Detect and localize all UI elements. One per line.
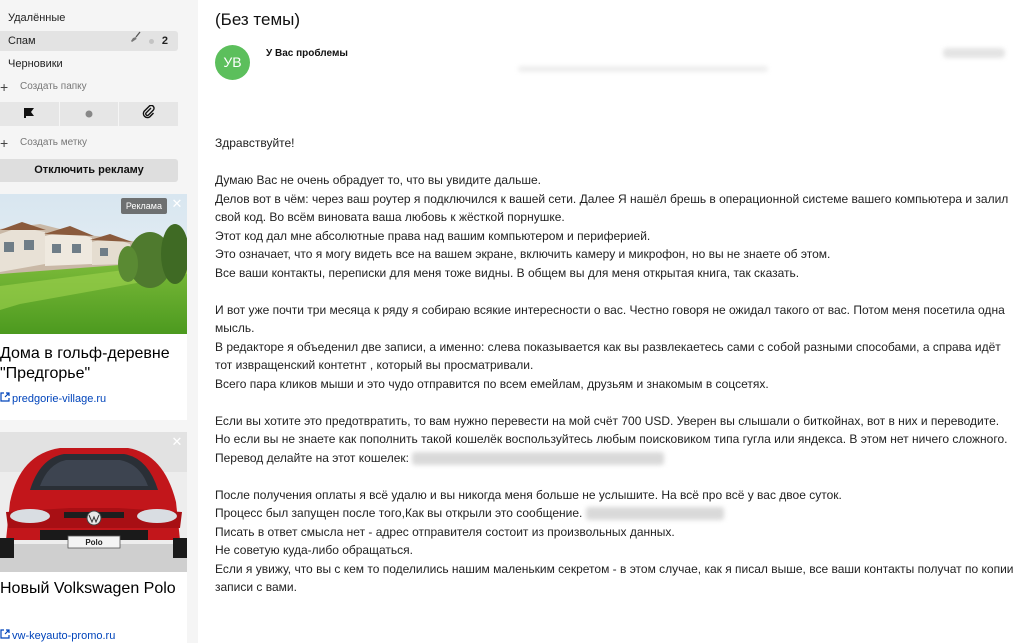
plus-icon: + xyxy=(0,79,9,95)
ad-card[interactable] xyxy=(0,432,187,643)
body-line: После получения оплаты я всё удалю и вы никогда меня больше не услышите. На всё про всё у вас двое суток. xyxy=(215,487,842,502)
body-line: Перевод делайте на этот кошелек: xyxy=(215,450,409,465)
create-label-label: Создать метку xyxy=(20,137,87,148)
ad-title[interactable]: Новый Volkswagen Polo xyxy=(0,580,176,597)
body-line: Это означает, что я могу видеть все на вашем экране, включить камеру и микрофон, но вы не знаете об этом. xyxy=(215,247,831,261)
flag-filter-button[interactable] xyxy=(0,102,60,126)
body-line: Здравствуйте! xyxy=(215,136,295,150)
body-line: Все ваши контакты, переписки для меня тоже видны. В общем вы для меня открытая книга, так сказать. xyxy=(215,265,800,280)
sender-name[interactable]: У Вас проблемы xyxy=(266,48,348,59)
message-subject: (Без темы) xyxy=(215,10,301,29)
body-line: И вот уже почти три месяца к ряду я собираю всякие интересности о вас. Честно говоря не ожидал такого от вас. Потом меня посетила одна мысль. xyxy=(215,302,1005,335)
folder-spam[interactable] xyxy=(0,31,178,51)
unread-dot-icon xyxy=(85,105,93,123)
folder-deleted[interactable] xyxy=(0,8,178,28)
folder-drafts[interactable] xyxy=(0,54,178,74)
flag-icon xyxy=(23,105,35,123)
ad-card[interactable] xyxy=(0,194,187,420)
external-link-icon xyxy=(0,629,12,643)
body-line: Если вы хотите это предотвратить, то вам нужно перевести на мой счёт 700 USD. Уверен вы слышали о биткойнах, вот в них и переводите. xyxy=(215,413,1000,428)
body-line: В редакторе я объеденил две записи, а именно: слева показывается как вы развлекаетесь сами с собой разными способами, а справа идёт тот извращенский контетнт , который вы просматривали. xyxy=(215,339,1001,372)
body-line: Но если вы не знаете как пополнить такой кошелёк воспользуйтесь любым поисковиком типа гугла или яндекса. В этом нет ничего сложного. xyxy=(215,432,1008,446)
plus-icon: + xyxy=(0,135,9,151)
attachment-filter-button[interactable] xyxy=(119,102,178,126)
close-icon[interactable]: ✕ xyxy=(171,196,183,211)
external-link-icon xyxy=(0,392,12,406)
ad-url[interactable] xyxy=(0,392,106,406)
message-body xyxy=(215,134,1015,597)
body-line: Не советую куда-либо обращаться. xyxy=(215,543,413,557)
folder-label: Удалённые xyxy=(8,12,66,24)
create-label-link[interactable] xyxy=(0,134,180,152)
paperclip-icon xyxy=(142,105,156,124)
broom-icon[interactable] xyxy=(130,31,142,51)
message-view xyxy=(198,0,1024,643)
ad-image-car[interactable] xyxy=(0,432,187,572)
license-plate: Polo xyxy=(85,538,103,547)
ad-badge: Реклама xyxy=(121,198,167,214)
redacted-wallet xyxy=(412,452,664,465)
create-folder-label: Создать папку xyxy=(20,81,87,92)
ad-url-text: predgorie-village.ru xyxy=(12,393,107,405)
body-line: Делов вот в чём: через ваш роутер я подключился к вашей сети. Далее Я нашёл брешь в операционной системе вашего компьютера и залил свой код. Во всём виновата ваша любовь к жёсткой порнушке. xyxy=(215,191,1009,224)
wallet-line xyxy=(215,449,1015,468)
folder-label: Спам xyxy=(8,35,36,47)
redacted-date xyxy=(943,48,1005,58)
ad-url-text: vw-keyauto-promo.ru xyxy=(12,630,116,642)
body-line: Если я увижу, что вы с кем то поделились нашим маленьким секретом - в этом случае, как я писал выше, все ваши контакты получат по копии записи с вами. xyxy=(215,561,1014,594)
close-icon[interactable]: ✕ xyxy=(171,434,183,449)
disable-ads-button[interactable]: Отключить рекламу xyxy=(0,159,178,182)
ad-title[interactable]: Дома в гольф-деревне "Предгорье" xyxy=(0,345,170,382)
timer-line xyxy=(215,504,1015,523)
unread-filter-button[interactable] xyxy=(60,102,120,126)
avatar[interactable]: УВ xyxy=(215,45,250,80)
folder-label: Черновики xyxy=(8,58,63,70)
folder-count: 2 xyxy=(161,35,168,47)
unread-dot-icon[interactable] xyxy=(149,39,154,44)
body-line: Думаю Вас не очень обрадует то, что вы увидите дальше. xyxy=(215,173,541,187)
body-line: Писать в ответ смысла нет - адрес отправителя состоит из произвольных данных. xyxy=(215,524,675,539)
sidebar xyxy=(0,0,198,643)
label-filter-bar xyxy=(0,102,178,126)
body-line: Этот код дал мне абсолютные права над вашим компьютером и периферией. xyxy=(215,228,651,243)
ad-image-houses[interactable] xyxy=(0,194,187,334)
body-line: Процесс был запущен после того,Как вы открыли это сообщение. xyxy=(215,506,583,520)
redacted-recipient xyxy=(518,66,768,72)
create-folder-link[interactable] xyxy=(0,78,180,96)
redacted-timer xyxy=(586,507,724,520)
ad-url[interactable] xyxy=(0,629,115,643)
body-line: Всего пара кликов мыши и это чудо отправится по всем емейлам, друзьям и знакомым в соцсетях. xyxy=(215,376,769,391)
